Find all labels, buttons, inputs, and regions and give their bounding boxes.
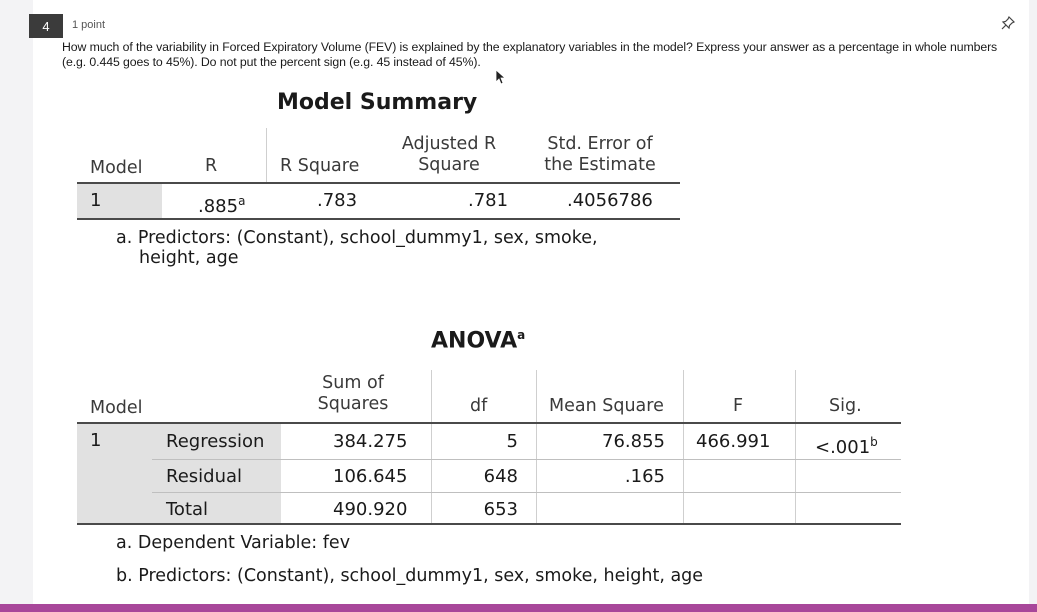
question-points: 1 point (72, 19, 106, 31)
regression-sig: <.001$^b$ (815, 435, 878, 458)
row-adj-r-square: .781 (468, 190, 509, 211)
header-std-error-line2: the Estimate (544, 155, 656, 175)
row-label-regression: Regression (166, 431, 265, 452)
col-divider (683, 370, 684, 523)
accent-bar (0, 604, 1037, 612)
col-divider (431, 370, 432, 523)
header-std-error-line1: Std. Error of (547, 134, 653, 154)
header-sum-of-squares-line1: Sum of (322, 373, 384, 393)
residual-sum-sq: 106.645 (333, 466, 408, 487)
header-divider (266, 128, 267, 183)
row-r: .885$^a$ (198, 194, 246, 217)
row-rule (152, 492, 901, 493)
header-f: F (733, 396, 744, 416)
model-summary-footnote-line1: a. Predictors: (Constant), school_dummy1, sex, smoke, (116, 228, 598, 248)
header-sig: Sig. (829, 396, 862, 416)
header-adj-r-square-line2: Square (418, 155, 480, 175)
row-label-residual: Residual (166, 466, 243, 487)
header-r-square: R Square (280, 156, 360, 176)
header-df: df (470, 396, 488, 416)
header-model: Model (90, 158, 143, 178)
regression-f: 466.991 (696, 431, 771, 452)
question-text: How much of the variability in Forced Expiratory Volume (FEV) is explained by the explanatory variables in the model? Express your answer as a percentage in whole numbers (e.g. 0.445 goes to 45%). Do not put the percent sign (e.g. 45 instead of 45%). (62, 40, 998, 69)
regression-df: 5 (506, 431, 518, 452)
col-divider (795, 370, 796, 523)
header-sum-of-squares-line2: Squares (317, 394, 389, 414)
row-r-square: .783 (317, 190, 358, 211)
total-sum-sq: 490.920 (333, 499, 408, 520)
regression-mean-square: 76.855 (602, 431, 665, 452)
bottom-rule (77, 523, 901, 525)
header-model: Model (90, 398, 143, 418)
regression-sum-sq: 384.275 (333, 431, 408, 452)
residual-df: 648 (483, 466, 518, 487)
total-df: 653 (483, 499, 518, 520)
header-mean-square: Mean Square (549, 396, 664, 416)
mouse-cursor-icon (495, 69, 505, 85)
pin-icon[interactable] (1000, 15, 1016, 31)
anova-footnote-a: a. Dependent Variable: fev (116, 533, 351, 553)
row-rule (152, 459, 901, 460)
anova-title: ANOVA$^a$ (431, 328, 526, 354)
bottom-rule (77, 218, 680, 220)
anova-model-number: 1 (90, 430, 102, 451)
row-model: 1 (90, 190, 102, 211)
question-number-badge: 4 (29, 14, 63, 38)
row-std-error: .4056786 (567, 190, 653, 211)
anova-footnote-b: b. Predictors: (Constant), school_dummy1, sex, smoke, height, age (116, 566, 704, 586)
residual-mean-square: .165 (624, 466, 665, 487)
model-summary-footnote-line2: height, age (139, 248, 239, 268)
model-summary-title: Model Summary (277, 90, 478, 115)
col-divider (536, 370, 537, 523)
row-label-total: Total (166, 499, 209, 520)
header-rule (77, 182, 680, 184)
header-adj-r-square-line1: Adjusted R (401, 134, 497, 154)
header-r: R (205, 156, 218, 176)
